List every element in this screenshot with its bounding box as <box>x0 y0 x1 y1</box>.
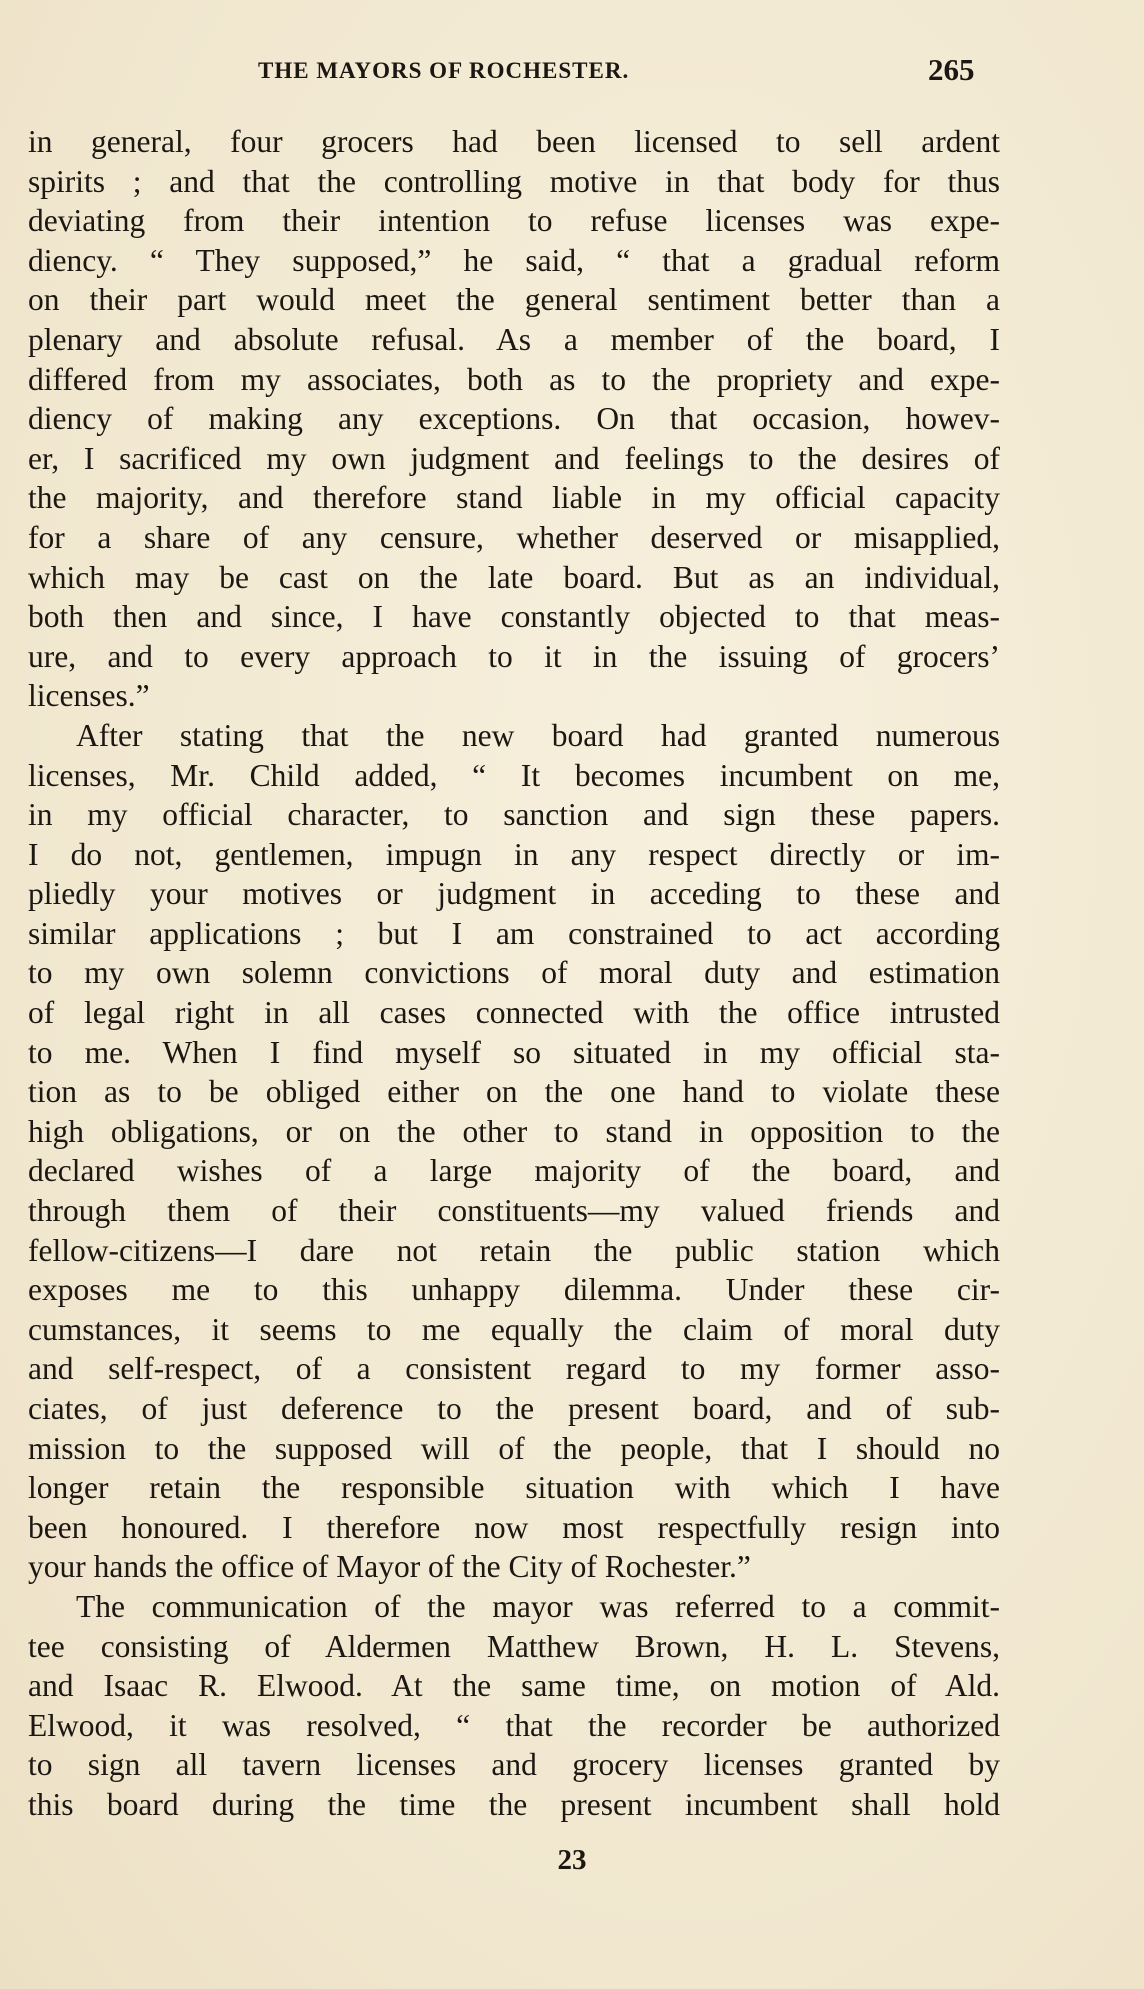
text-line: through them of their constituents—my valued friends and <box>28 1193 1000 1229</box>
text-line: licenses, Mr. Child added, “ It becomes incumbent on me, <box>28 757 1000 793</box>
text-line: longer retain the responsible situation with which I have <box>28 1470 1000 1506</box>
text-line: Elwood, it was resolved, “ that the recorder be authorized <box>28 1707 1000 1743</box>
text-line: diency. “ They supposed,” he said, “ that a gradual reform <box>28 242 1000 278</box>
text-line: your hands the office of Mayor of the City of Rochester.” <box>28 1549 751 1585</box>
text-line: ciates, of just deference to the present board, and of sub- <box>28 1391 1000 1426</box>
text-line: to me. When I find myself so situated in my official sta- <box>28 1034 1000 1070</box>
text-line: spirits ; and that the controlling motive in that body for thus <box>28 163 1000 199</box>
text-line: in general, four grocers had been licensed to sell ardent <box>28 124 1000 159</box>
text-line: licenses.” <box>28 678 150 714</box>
signature-mark: 23 <box>557 1844 587 1876</box>
text-line: exposes me to this unhappy dilemma. Under these cir- <box>28 1272 1000 1308</box>
text-line: in my official character, to sanction and sign these papers. <box>28 797 1000 833</box>
text-line: the majority, and therefore stand liable in my official capacity <box>28 480 1000 516</box>
text-line: and Isaac R. Elwood. At the same time, on motion of Ald. <box>28 1668 1000 1704</box>
text-line: ure, and to every approach to it in the issuing of grocers’ <box>28 638 1000 674</box>
body-text <box>28 122 1000 1825</box>
text-line: both then and since, I have constantly objected to that meas- <box>28 599 1000 635</box>
text-line: for a share of any censure, whether deserved or misapplied, <box>28 519 1000 555</box>
text-line: which may be cast on the late board. But as an individual, <box>28 559 1000 595</box>
text-line: to sign all tavern licenses and grocery licenses granted by <box>28 1747 1000 1783</box>
text-line: high obligations, or on the other to stand in opposition to the <box>28 1113 1000 1149</box>
text-line: er, I sacrificed my own judgment and feelings to the desires of <box>28 440 1000 476</box>
running-title: THE MAYORS OF ROCHESTER. <box>258 58 630 83</box>
text-line: declared wishes of a large majority of the board, and <box>28 1153 1000 1189</box>
paragraph-start-line: After stating that the new board had granted numerous <box>76 717 1000 753</box>
text-line: similar applications ; but I am constrained to act according <box>28 915 1000 951</box>
text-line: diency of making any exceptions. On that occasion, howev- <box>28 401 1000 437</box>
page-number: 265 <box>928 52 975 87</box>
text-line: I do not, gentlemen, impugn in any respect directly or im- <box>28 836 1000 872</box>
text-line: plenary and absolute refusal. As a member of the board, I <box>28 321 1000 357</box>
running-header <box>0 52 1144 92</box>
text-line: this board during the time the present incumbent shall hold <box>28 1786 1000 1822</box>
text-line: deviating from their intention to refuse licenses was expe- <box>28 203 1000 239</box>
text-line: tion as to be obliged either on the one hand to violate these <box>28 1074 1000 1110</box>
text-line: mission to the supposed will of the people, that I should no <box>28 1430 1000 1466</box>
text-line: on their part would meet the general sentiment better than a <box>28 282 1000 318</box>
text-line: of legal right in all cases connected with the office intrusted <box>28 995 1000 1031</box>
text-line: cumstances, it seems to me equally the claim of moral duty <box>28 1311 1000 1347</box>
text-line: differed from my associates, both as to the propriety and expe- <box>28 361 1000 397</box>
text-line: and self-respect, of a consistent regard to my former asso- <box>28 1351 1000 1387</box>
text-line: to my own solemn convictions of moral duty and estimation <box>28 955 1000 991</box>
text-line: pliedly your motives or judgment in acceding to these and <box>28 876 1000 912</box>
text-line: been honoured. I therefore now most respectfully resign into <box>28 1509 1000 1545</box>
text-line: fellow-citizens—I dare not retain the public station which <box>28 1232 1000 1268</box>
text-line: tee consisting of Aldermen Matthew Brown, H. L. Stevens, <box>28 1628 1000 1664</box>
paragraph-start-line: The communication of the mayor was referred to a commit- <box>76 1588 1000 1624</box>
